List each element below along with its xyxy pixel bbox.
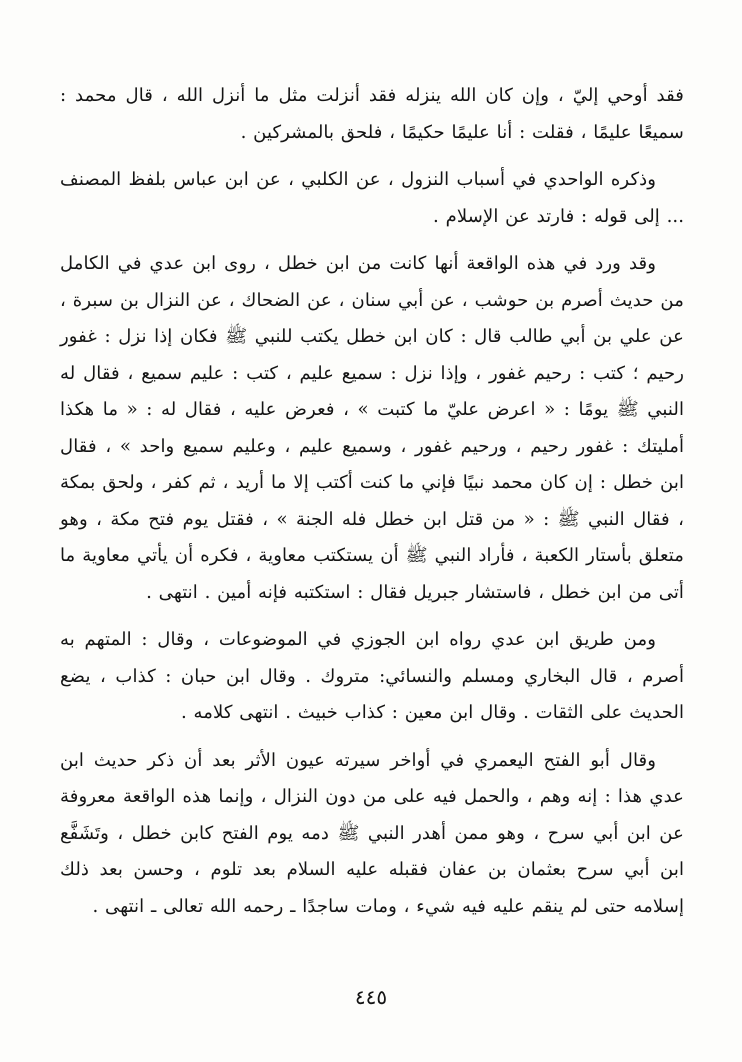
paragraph-5: وقال أبو الفتح اليعمري في أواخر سيرته عيون الأثر بعد أن ذكر حديث ابن عدي هذا : إنه وهم ، والحمل فيه على من دون النزال ، وإنما هذه الواقعة معروفة عن ابن أبي سرح ، وهو ممن أهدر النبي ﷺ دمه يوم الفتح كابن خطل ، وتَشَفَّع ابن أبي سرح بعثمان بن عفان فقبله عليه السلام بعد تلوم ، وحسن بعد ذلك إسلامه حتى لم ينقم عليه فيه شيء ، ومات ساجدًا ـ رحمه الله تعالى ـ انتهى . [60,749,684,917]
body-text [60,78,684,925]
paragraph-3: وقد ورد في هذه الواقعة أنها كانت من ابن خطل ، روى ابن عدي في الكامل من حديث أصرم بن حوشب ، عن أبي سنان ، عن الضحاك ، عن النزال بن سبرة ، عن علي بن أبي طالب قال : كان ابن خطل يكتب للنبي ﷺ فكان إذا نزل : غفور رحيم ؛ كتب : رحيم غفور ، وإذا نزل : سميع عليم ، كتب : عليم سميع ، فقال له النبي ﷺ يومًا : « اعرض عليّ ما كتبت » ، فعرض عليه ، فقال له : « ما هكذا أمليتك : غفور رحيم ، ورحيم غفور ، وسميع عليم ، وعليم سميع واحد » ، فقال ابن خطل : إن كان محمد نبيًا فإني ما كنت أكتب إلا ما أريد ، ثم كفر ، ولحق بمكة ، فقال النبي ﷺ : « من قتل ابن خطل فله الجنة » ، فقتل يوم فتح مكة ، وهو متعلق بأستار الكعبة ، فأراد النبي ﷺ أن يستكتب معاوية ، فكره أن يأتي معاوية ما أتى من ابن خطل ، فاستشار جبريل فقال : استكتبه فإنه أمين . انتهى . [60,253,684,603]
page-number: ٤٤٥ [354,985,388,1009]
paragraph-1: فقد أوحي إليّ ، وإن كان الله ينزله فقد أنزلت مثل ما أنزل الله ، قال محمد : سميعًا عليمًا ، فقلت : أنا عليمًا حكيمًا ، فلحق بالمشركين . [60,85,684,143]
paragraph-4: ومن طريق ابن عدي رواه ابن الجوزي في الموضوعات ، وقال : المتهم به أصرم ، قال البخاري ومسلم والنسائي: متروك . وقال ابن حبان : كذاب ، يضع الحديث على الثقات . وقال ابن معين : كذاب خبيث . انتهى كلامه . [60,629,684,723]
paragraph-2: وذكره الواحدي في أسباب النزول ، عن الكلبي ، عن ابن عباس بلفظ المصنف ... إلى قوله : فارتد عن الإسلام . [60,169,684,227]
